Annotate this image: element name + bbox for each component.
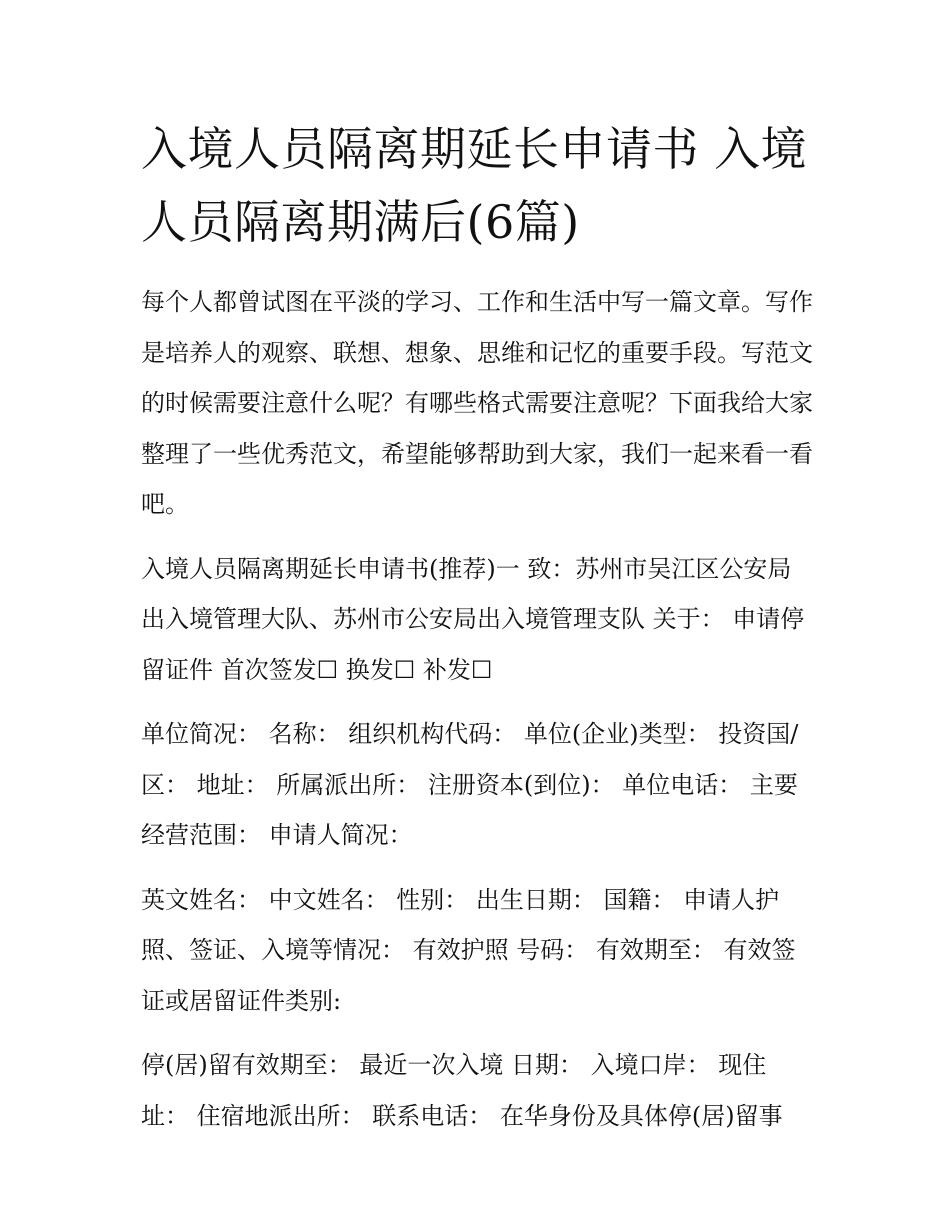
document-title: 入境人员隔离期延长申请书 入境人员隔离期满后(6篇) — [141, 122, 808, 249]
residence-info-paragraph: 停(居)留有效期至： 最近一次入境 日期： 入境口岸： 现住址： 住宿地派出所： 联系电话： 在华身份及具体停(居)留事 — [141, 1051, 783, 1130]
document-body — [141, 113, 813, 1141]
intro-paragraph: 每个人都曾试图在平淡的学习、工作和生活中写一篇文章。写作是培养人的观察、联想、想象、思维和记忆的重要手段。写范文的时候需要注意什么呢？有哪些格式需要注意呢？下面我给大家整理了一些优秀范文，希望能够帮助到大家，我们一起来看一看吧。 — [141, 288, 813, 518]
company-info-paragraph: 单位简况： 名称： 组织机构代码： 单位(企业)类型： 投资国/区： 地址： 所属派出所： 注册资本(到位)： 单位电话： 主要经营范围： 申请人简况： — [141, 720, 799, 849]
applicant-info-paragraph: 英文姓名： 中文姓名： 性别： 出生日期： 国籍： 申请人护照、签证、入境等情况： 有效护照 号码： 有效期至： 有效签证或居留证件类别: — [141, 885, 796, 1015]
application-header-paragraph: 入境人员隔离期延长申请书(推荐)一 致：苏州市吴江区公安局出入境管理大队、苏州市公安局出入境管理支队 关于： 申请停留证件 首次签发☐ 换发☐ 补发☐ — [141, 554, 805, 684]
